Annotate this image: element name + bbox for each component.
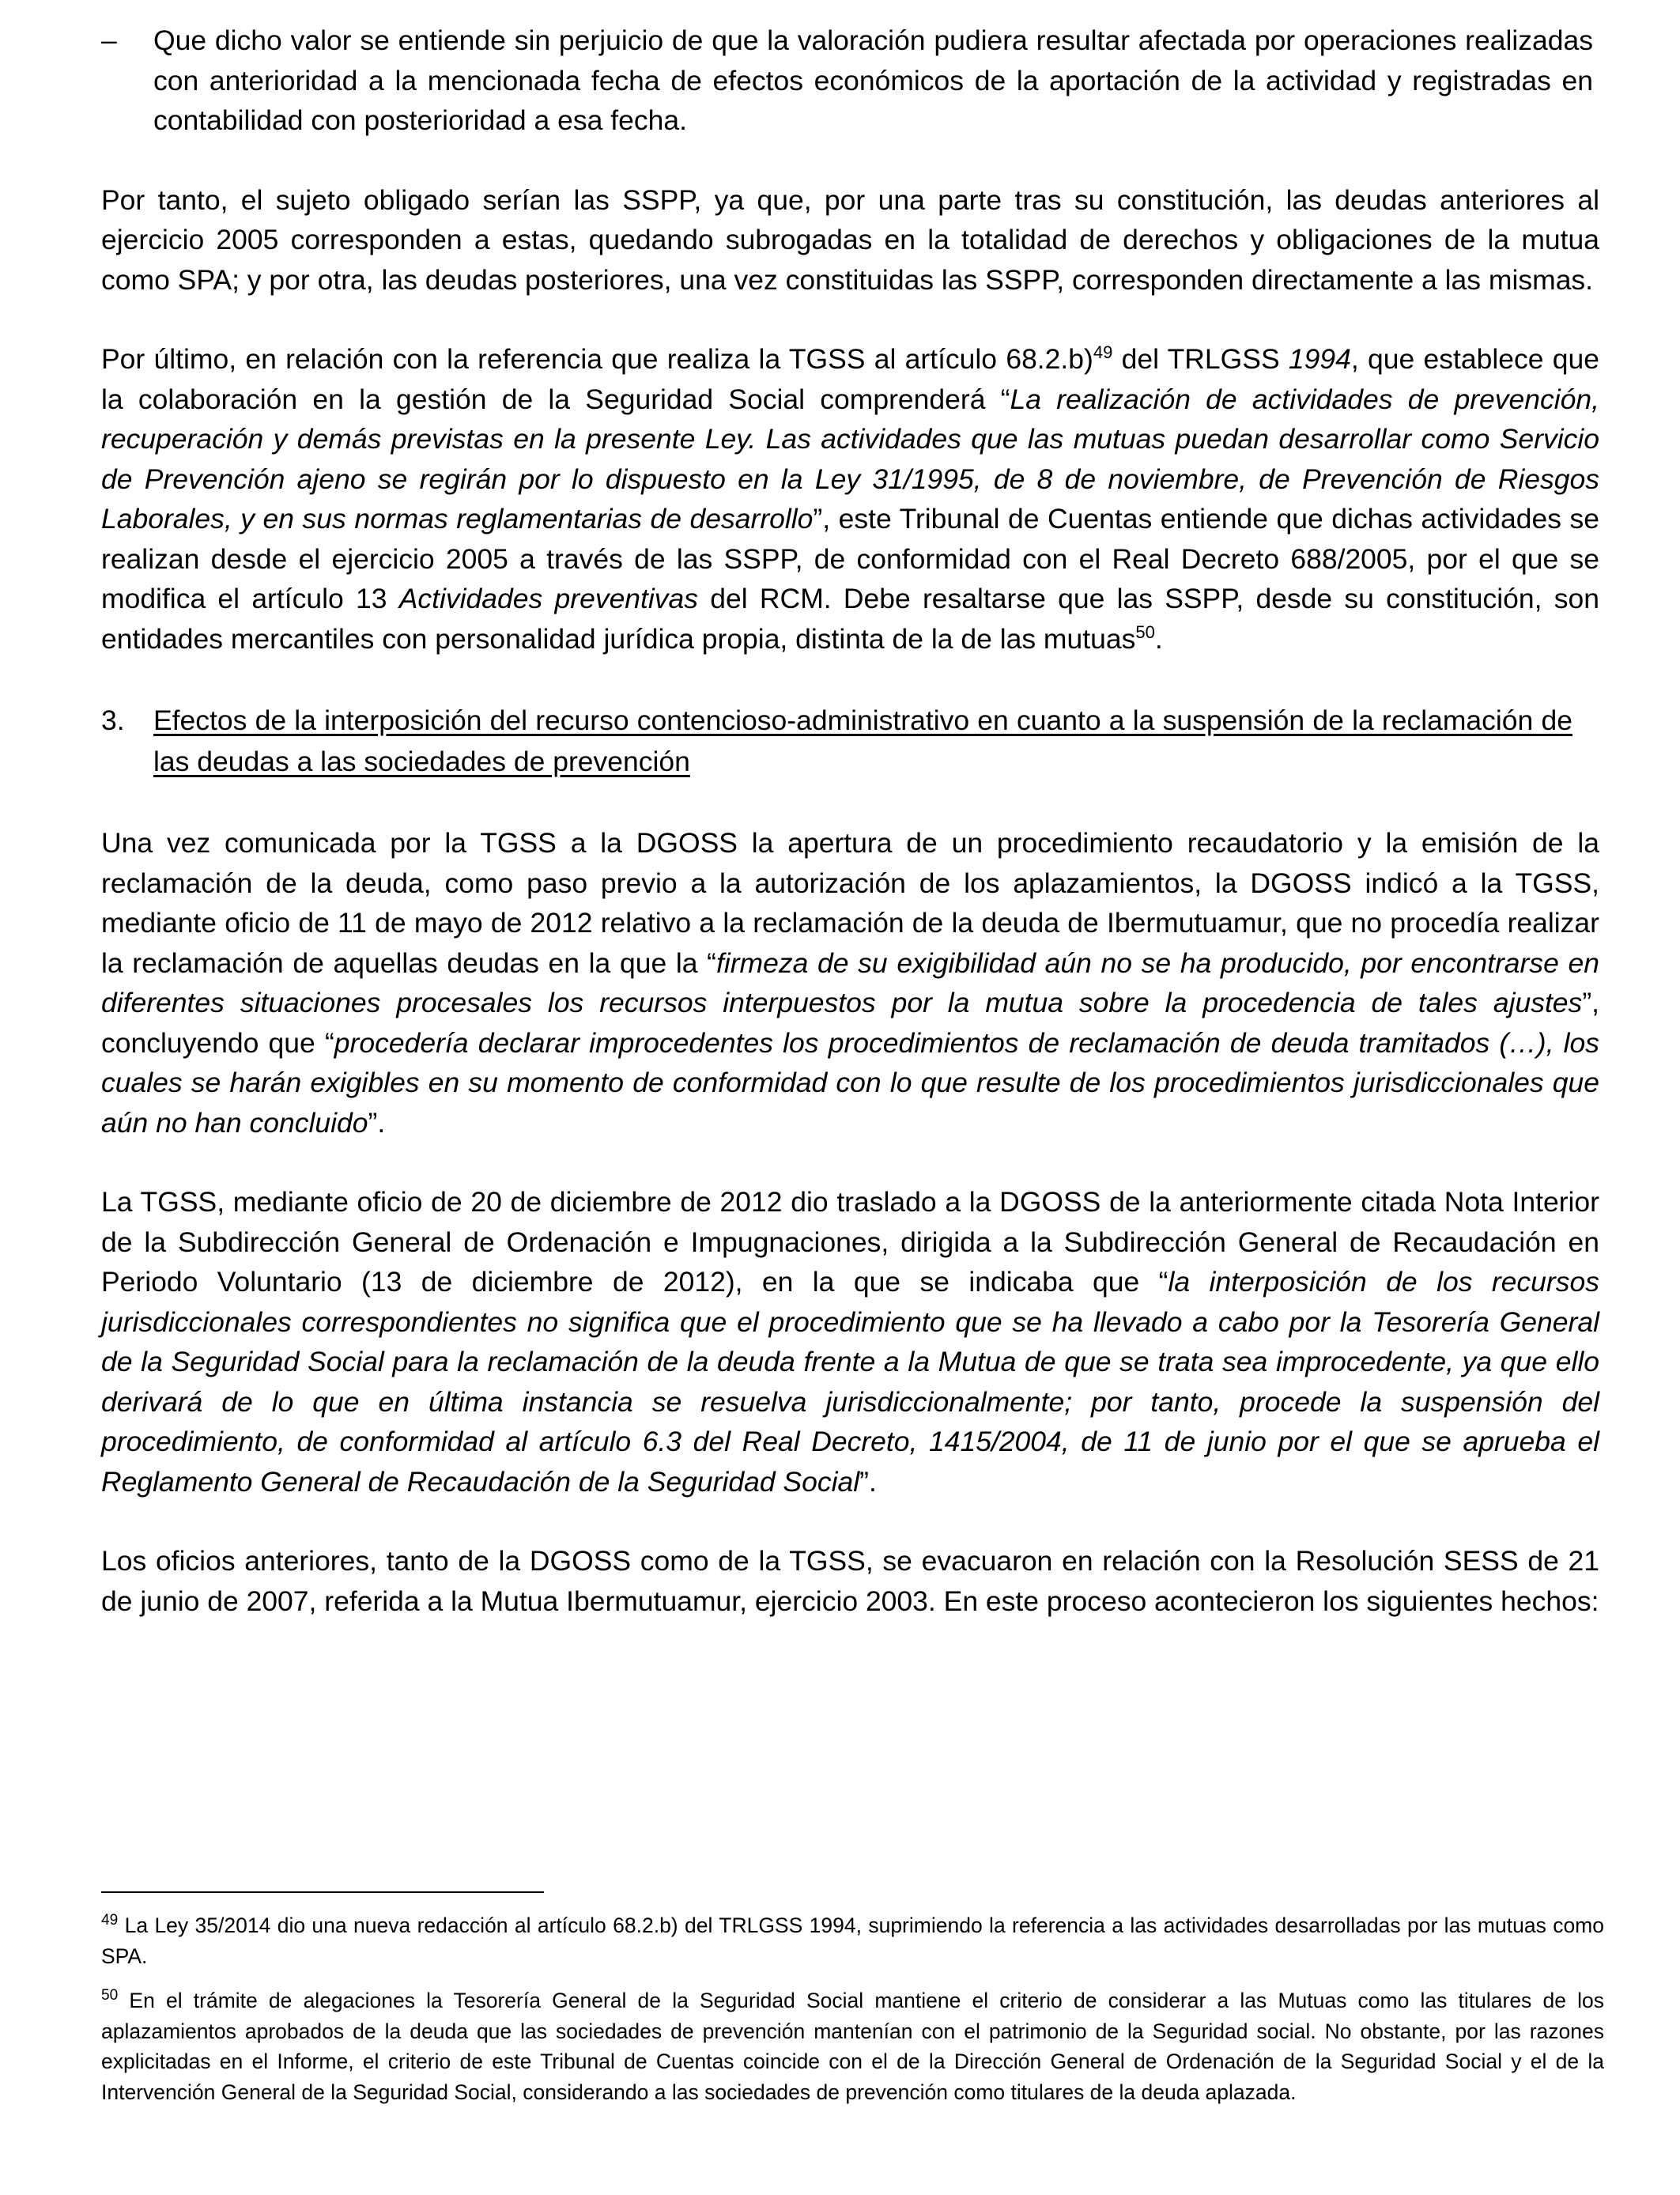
paragraph-spacer (101, 300, 1604, 339)
heading-spacer (101, 659, 1604, 700)
section-heading-number: 3. (101, 705, 125, 736)
footnote-50 (101, 1985, 1604, 2107)
una-vez-part2: ”, concluyendo que “ (101, 987, 1599, 1059)
footnote-marker-49[interactable]: 49 (1093, 342, 1113, 363)
la-tgss-part2: ”. (859, 1465, 877, 1498)
una-vez-quote1-italic: firmeza de su exigibilidad aún no se ha producido, por encontrarse en diferentes situaciones procesales los recursos interpuestos por la mutua sobre la procedencia de tales ajustes (101, 946, 1599, 1018)
footnote-49 (101, 1910, 1604, 1971)
por-ultimo-part6: del RCM. Debe resaltarse que las SSPP, desde su constitución, son entidades mercantiles con personalidad jurídica propia, distinta de la de las mutuas (101, 583, 1599, 655)
por-ultimo-italic-term: Actividades preventivas (398, 583, 699, 614)
footnote-49-text: La Ley 35/2014 dio una nueva redacción al artículo 68.2.b) del TRLGSS 1994, suprimiendo la referencia a las actividades desarrolladas por las mutuas como SPA. (101, 1914, 1604, 1968)
por-ultimo-part7: . (1154, 622, 1163, 655)
paragraph-spacer (101, 1143, 1604, 1182)
paragraph-spacer (101, 1502, 1604, 1541)
por-ultimo-part2: del TRLGSS (1112, 343, 1289, 375)
paragraph-los-oficios: Los oficios anteriores, tanto de la DGOSS como de la TGSS, se evacuaron en relación con la Resolución SESS de 21 de junio de 2007, referida a la Mutua Ibermutuamur, ejercicio 2003. En este proceso acontecieron los siguientes hechos: (101, 1545, 1599, 1617)
por-ultimo-year-italic: 1994 (1288, 343, 1351, 375)
por-ultimo-part1: Por último, en relación con la referencia que realiza la TGSS al artículo 68.2.b) (101, 343, 1093, 375)
section-heading-text: Efectos de la interposición del recurso contencioso-administrativo en cuanto a la suspensión de la reclamación de las deudas a las sociedades de prevención (153, 705, 1572, 777)
por-ultimo-quote-italic: La realización de actividades de prevención, recuperación y demás previstas en la presente Ley. Las actividades que las mutuas puedan desarrollar como Servicio de Prevención ajeno se regirán por lo dispuesto en la Ley 31/1995, de 8 de noviembre, de Prevención de Riesgos Laborales, y en sus normas reglamentarias de desarrollo (101, 383, 1599, 535)
bullet-dash-marker: – (101, 25, 117, 56)
paragraph-por-ultimo (101, 339, 1604, 659)
footnote-separator-rule (101, 1891, 544, 1893)
bullet-item-text: Que dicho valor se entiende sin perjuicio de que la valoración pudiera resultar afectada por operaciones realizadas con anterioridad a la mencionada fecha de efectos económicos de la aportación de la actividad y registradas en contabilidad con posterioridad a esa fecha. (153, 25, 1593, 136)
la-tgss-quote-italic: la interposición de los recursos jurisdiccionales correspondientes no significa que el procedimiento que se ha llevado a cabo por la Tesorería General de la Seguridad Social para la reclamación de la deuda frente a la Mutua de que se trata sea improcedente, ya que ello derivará de lo que en última instancia se resuelva jurisdiccionalmente; por tanto, procede la suspensión del procedimiento, de conformidad al artículo 6.3 del Real Decreto, 1415/2004, de 11 de junio por el que se aprueba el Reglamento General de Recaudación de la Seguridad Social (101, 1266, 1599, 1498)
paragraph-spacer (101, 141, 1604, 180)
una-vez-quote2-italic: procedería declarar improcedentes los procedimientos de reclamación de deuda tramitados (…), los cuales se harán exigibles en su momento de conformidad con lo que resulte de los procedimientos jurisdiccionales que aún no han concluido (101, 1026, 1599, 1139)
la-tgss-part1: La TGSS, mediante oficio de 20 de diciembre de 2012 dio traslado a la DGOSS de la anteriormente citada Nota Interior de la Subdirección General de Ordenación e Impugnaciones, dirigida a la Subdirección General de Recaudación en Periodo Voluntario (13 de diciembre de 2012), en la que se indicaba que “ (101, 1186, 1599, 1298)
una-vez-part3: ”. (368, 1106, 386, 1139)
una-vez-part1: Una vez comunicada por la TGSS a la DGOSS la apertura de un procedimiento recaudatorio y la emisión de la reclamación de la deuda, como paso previo a la autorización de los aplazamientos, la DGOSS indicó a la TGSS, mediante oficio de 11 de mayo de 2012 relativo a la reclamación de la deuda de Ibermutuamur, que no procedía realizar la reclamación de aquellas deudas en la que la “ (101, 827, 1599, 979)
footnote-number-49: 49 (101, 1912, 119, 1929)
section-heading-3 (101, 700, 1604, 782)
por-ultimo-part4: , que establece que la colaboración en la gestión de la Seguridad Social comprenderá “ (101, 343, 1599, 415)
paragraph-la-tgss (101, 1182, 1604, 1502)
por-ultimo-part5: ”, este Tribunal de Cuentas entiende que dichas actividades se realizan desde el ejercicio 2005 a través de las SSPP, de conformidad con el Real Decreto 688/2005, por el que se modifica el artículo 13 (101, 503, 1599, 614)
footnotes-section (101, 1891, 1604, 2107)
footnote-50-text: En el trámite de alegaciones la Tesorería General de la Seguridad Social mantiene el criterio de considerar a las Mutuas como las titulares de los aplazamientos aprobados de la deuda que las sociedades de prevención mantenían con el patrimonio de la Seguridad social. No obstante, por las razones explicitadas en el Informe, el criterio de este Tribunal de Cuentas coincide con el de la Dirección General de Ordenación de la Seguridad Social y el de la Intervención General de la Seguridad Social, considerando a las sociedades de prevención como titulares de la deuda aplazada. (101, 1989, 1604, 2104)
paragraph-spacer (101, 782, 1604, 823)
bullet-list-item (101, 21, 1604, 141)
footnote-number-50: 50 (101, 1987, 119, 2004)
footnote-marker-50[interactable]: 50 (1135, 621, 1155, 642)
paragraph-por-tanto: Por tanto, el sujeto obligado serían las SSPP, ya que, por una parte tras su constitución, las deudas anteriores al ejercicio 2005 corresponden a estas, quedando subrogadas en la totalidad de derechos y obligaciones de la mutua como SPA; y por otra, las deudas posteriores, una vez constituidas las SSPP, corresponden directamente a las mismas. (101, 183, 1599, 296)
paragraph-una-vez (101, 823, 1604, 1143)
